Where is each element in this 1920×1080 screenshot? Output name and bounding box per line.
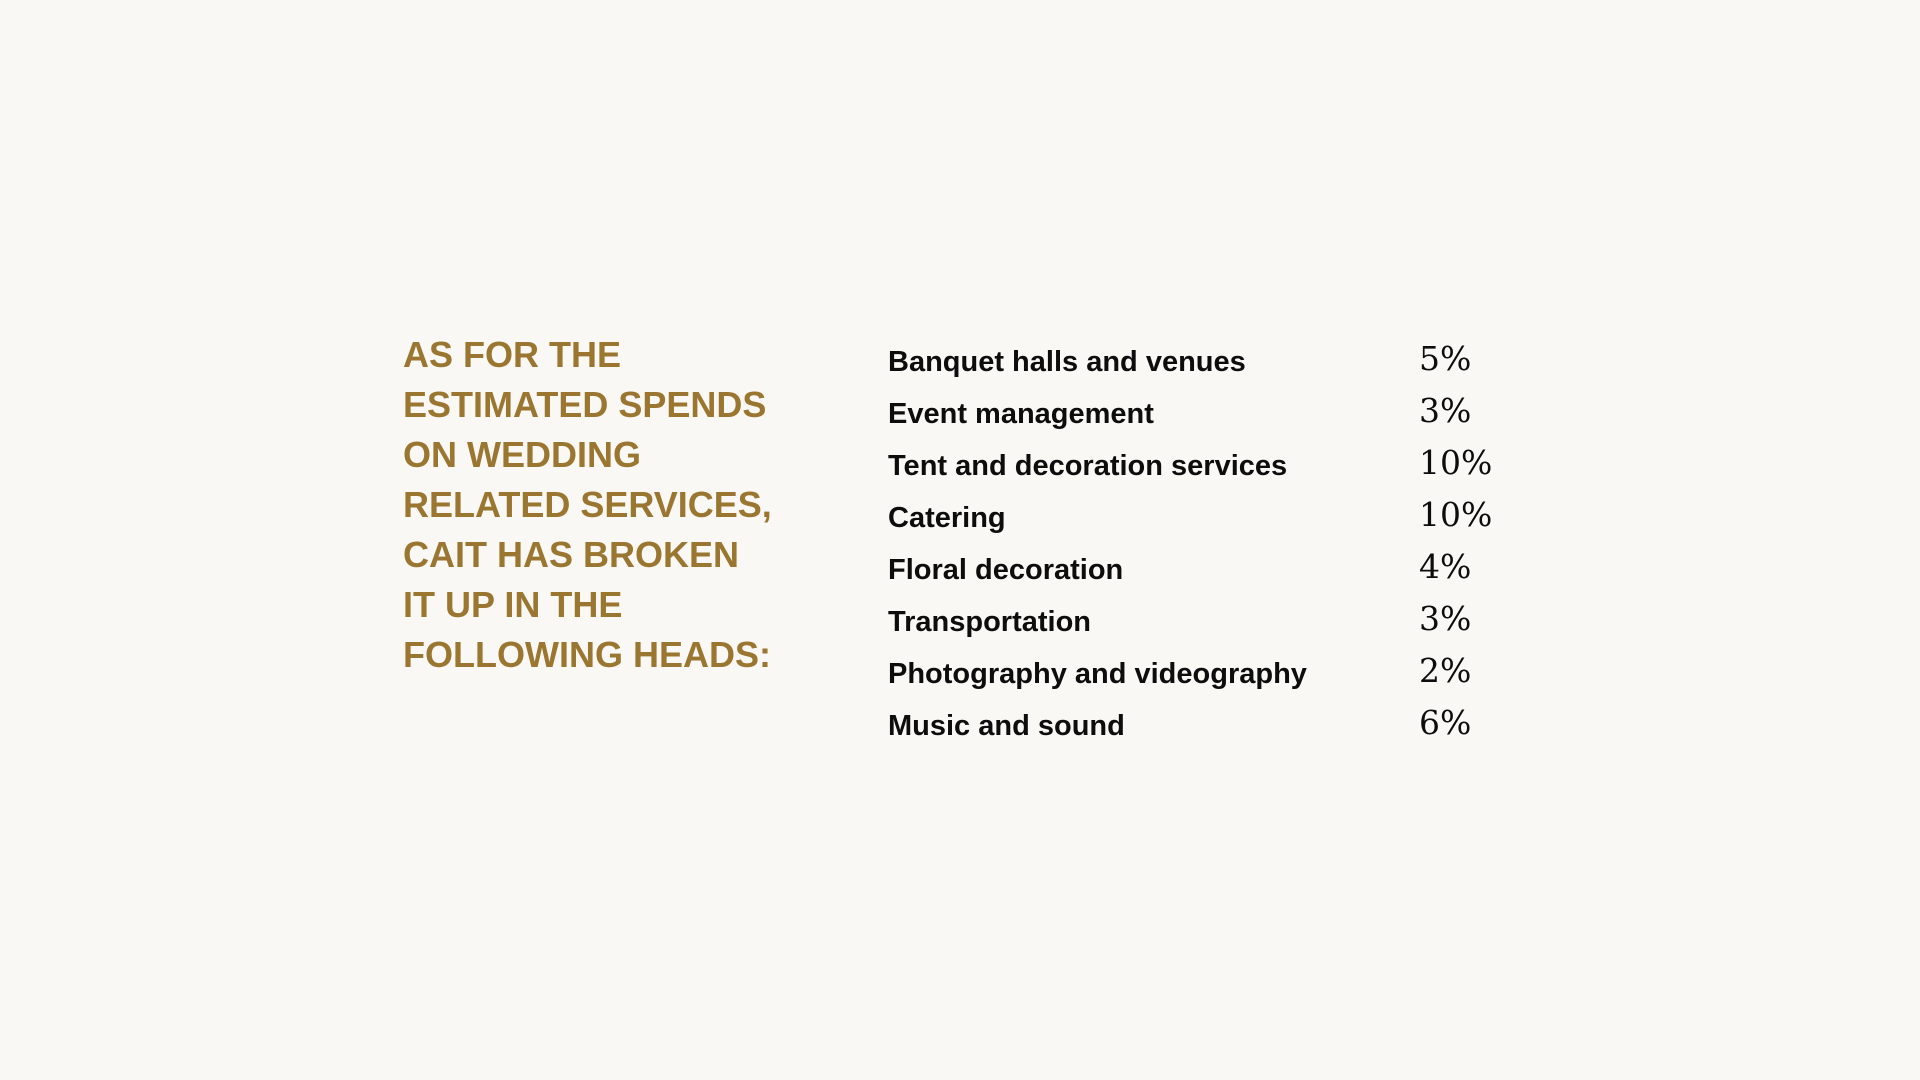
intro-heading	[403, 330, 803, 680]
spend-percent: 5%	[1419, 339, 1472, 378]
spend-row	[888, 544, 1528, 596]
spend-label: Floral decoration	[888, 554, 1124, 586]
heading-line: ON WEDDING	[403, 434, 641, 475]
spend-percent: 4%	[1419, 547, 1472, 586]
spend-percent: 6%	[1419, 703, 1472, 742]
spend-label: Event management	[888, 398, 1154, 430]
heading-line: AS FOR THE	[403, 334, 622, 375]
heading-line: IT UP IN THE	[403, 584, 623, 625]
spend-percent: 10%	[1419, 495, 1493, 534]
spend-label: Tent and decoration services	[888, 450, 1288, 482]
heading-line: RELATED SERVICES,	[403, 484, 772, 525]
spend-row	[888, 388, 1528, 440]
spend-row	[888, 596, 1528, 648]
spend-label: Transportation	[888, 606, 1092, 638]
spend-label: Banquet halls and venues	[888, 346, 1246, 378]
spends-list	[888, 336, 1528, 752]
spend-row	[888, 700, 1528, 752]
spend-row	[888, 492, 1528, 544]
spend-row	[888, 336, 1528, 388]
spend-percent: 3%	[1419, 391, 1472, 430]
spend-label: Photography and videography	[888, 658, 1307, 690]
spend-label: Catering	[888, 502, 1006, 534]
spend-label: Music and sound	[888, 710, 1125, 742]
heading-line: FOLLOWING HEADS:	[403, 634, 771, 675]
heading-line: CAIT HAS BROKEN	[403, 534, 740, 575]
spend-percent: 2%	[1419, 651, 1472, 690]
spend-row	[888, 648, 1528, 700]
spend-row	[888, 440, 1528, 492]
spend-percent: 3%	[1419, 599, 1472, 638]
heading-line: ESTIMATED SPENDS	[403, 384, 767, 425]
spend-percent: 10%	[1419, 443, 1493, 482]
